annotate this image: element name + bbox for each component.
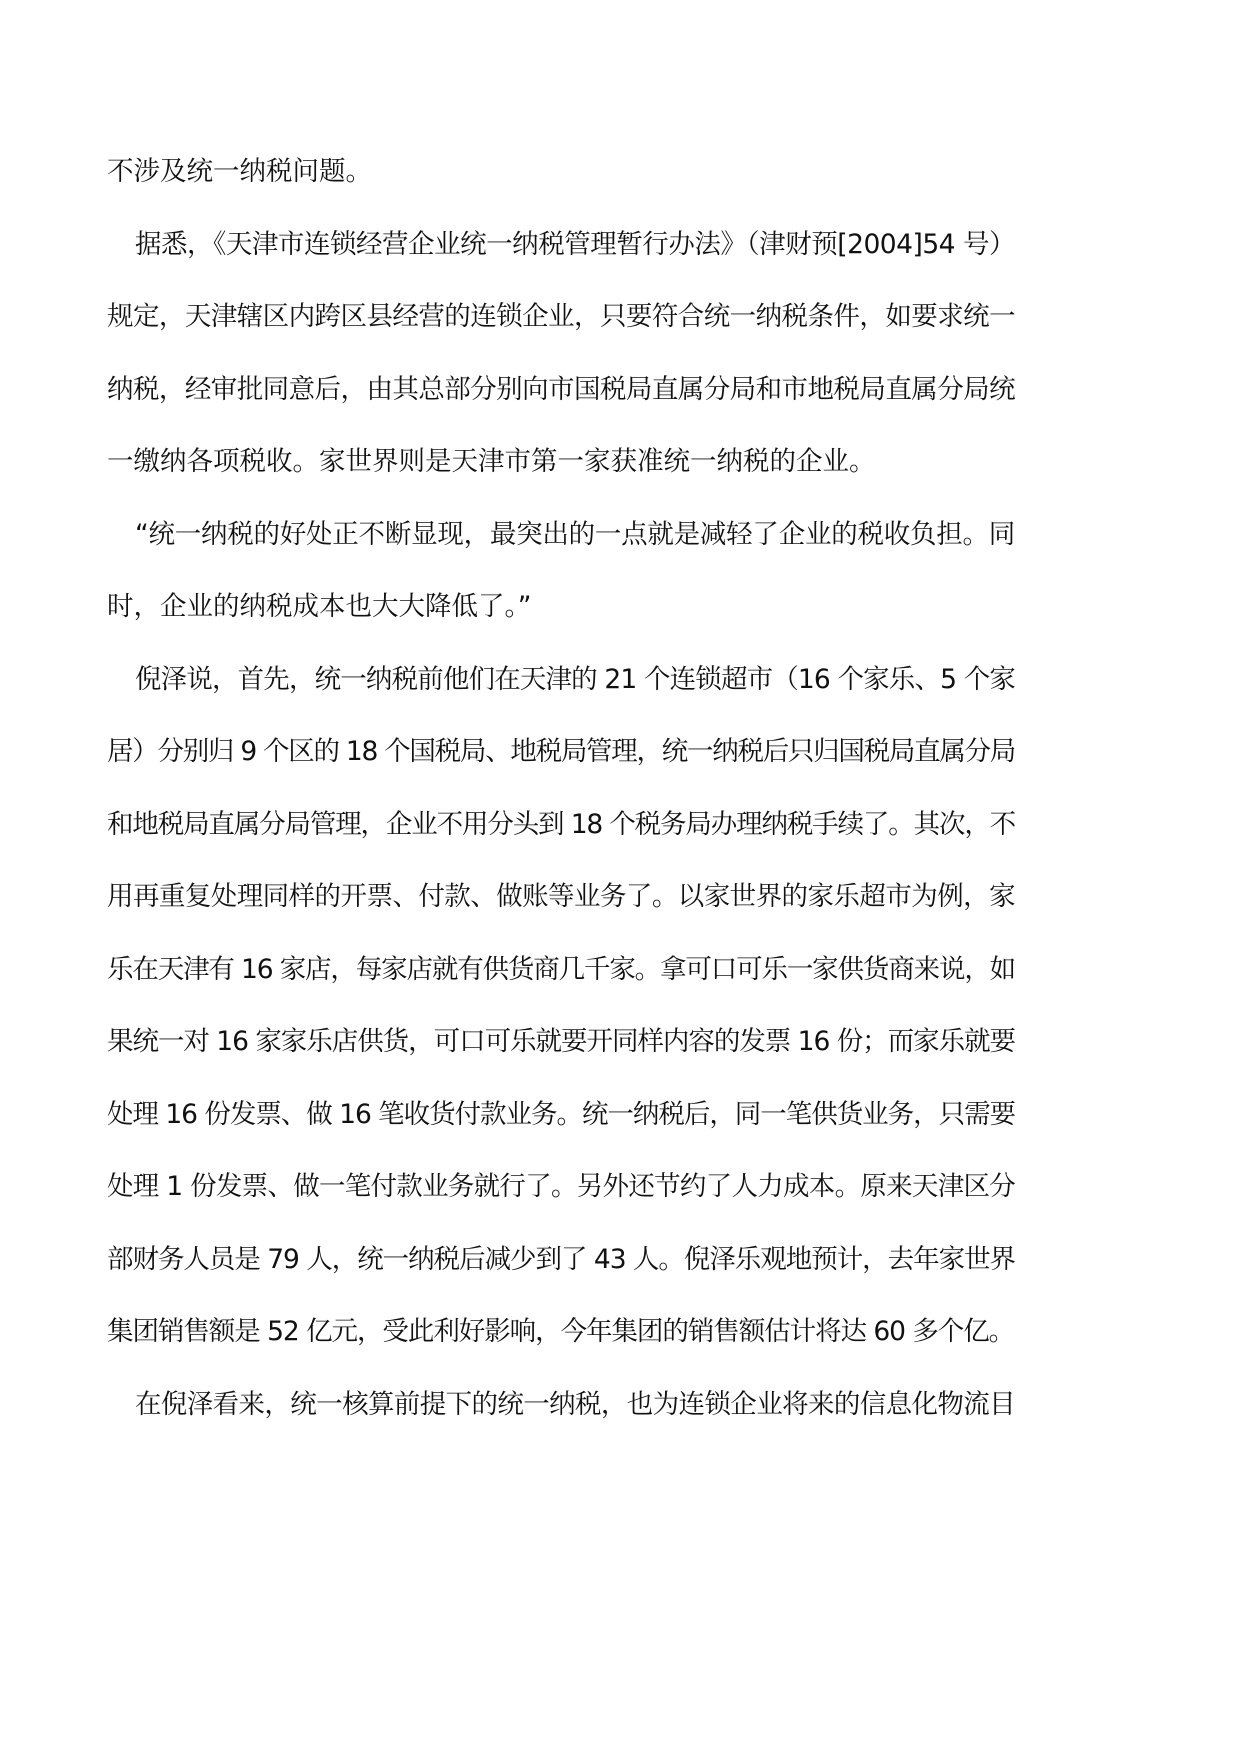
text-line: 集团销售额是 52 亿元，受此利好影响，今年集团的销售额估计将达 60 多个亿。	[107, 1316, 1015, 1347]
document-body	[107, 136, 1015, 1441]
text-line: 倪泽说，首先，统一纳税前他们在天津的 21 个连锁超市（16 个家乐、5 个家	[135, 663, 1015, 695]
text-line: “统一纳税的好处正不断显现，最突出的一点就是减轻了企业的税收负担。同	[135, 518, 1015, 550]
text-line: 用再重复处理同样的开票、付款、做账等业务了。以家世界的家乐超市为例，家	[107, 881, 1015, 912]
text-line: 时，企业的纳税成本也大大降低了。”	[107, 591, 532, 622]
text-line: 部财务人员是 79 人，统一纳税后减少到了 43 人。倪泽乐观地预计，去年家世界	[107, 1243, 1015, 1275]
paragraph	[107, 209, 1015, 499]
text-line: 在倪泽看来，统一核算前提下的统一纳税，也为连锁企业将来的信息化物流目	[135, 1388, 1015, 1420]
text-line: 不涉及统一纳税问题。	[107, 156, 372, 187]
paragraph	[107, 499, 1015, 644]
paragraph	[107, 1369, 1015, 1442]
text-line: 纳税，经审批同意后，由其总部分别向市国税局直属分局和市地税局直属分局统	[107, 373, 1015, 405]
text-line: 和地税局直属分局管理，企业不用分头到 18 个税务局办理纳税手续了。其次，不	[107, 808, 1015, 840]
text-line: 处理 16 份发票、做 16 笔收货付款业务。统一纳税后，同一笔供货业务，只需要	[107, 1098, 1015, 1130]
text-line: 规定，天津辖区内跨区县经营的连锁企业，只要符合统一纳税条件，如要求统一	[107, 301, 1015, 332]
text-line: 果统一对 16 家家乐店供货，可口可乐就要开同样内容的发票 16 份；而家乐就要	[107, 1026, 1015, 1057]
text-line: 乐在天津有 16 家店，每家店就有供货商几千家。拿可口可乐一家供货商来说，如	[107, 953, 1015, 985]
text-line: 居）分别归 9 个区的 18 个国税局、地税局管理，统一纳税后只归国税局直属分局	[107, 736, 1015, 767]
text-line: 据悉，《天津市连锁经营企业统一纳税管理暂行办法》（津财预[2004]54 号）	[135, 228, 1015, 260]
text-line: 一缴纳各项税收。家世界则是天津市第一家获准统一纳税的企业。	[107, 446, 876, 477]
paragraph	[107, 136, 1015, 209]
text-line: 处理 1 份发票、做一笔付款业务就行了。另外还节约了人力成本。原来天津区分	[107, 1171, 1015, 1202]
paragraph	[107, 644, 1015, 1369]
